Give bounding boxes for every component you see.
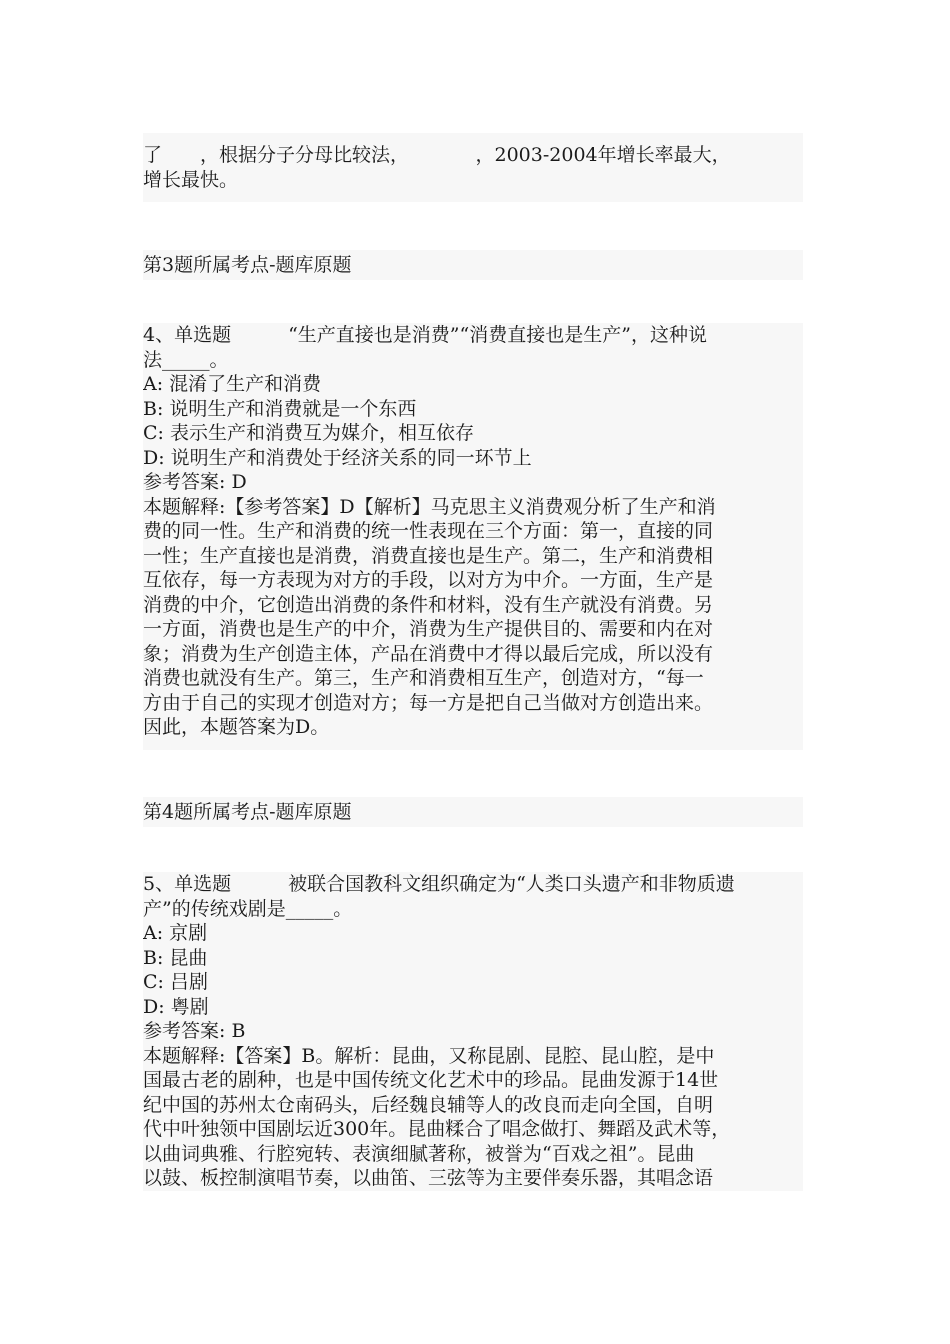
explanation-line: 互依存，每一方表现为对方的手段，以对方为中介。一方面，生产是 — [143, 569, 714, 591]
q3-point-block — [143, 250, 803, 280]
question-5-block — [143, 872, 803, 1191]
solution-line: 增长最快。 — [143, 168, 239, 191]
explanation-line: 消费也就没有生产。第三，生产和消费相互生产，创造对方，“每一 — [143, 667, 704, 689]
question-stem: 产”的传统戏剧是_____。 — [143, 897, 353, 920]
option-d: D: 粤剧 — [143, 995, 209, 1018]
question-point-label: 第3题所属考点-题库原题 — [143, 254, 352, 276]
question-stem: 4、单选题 “生产直接也是消费”“消费直接也是生产”，这种说 — [143, 324, 707, 346]
explanation-line: 消费的中介，它创造出消费的条件和材料，没有生产就没有消费。另 — [143, 593, 714, 616]
option-c: C: 表示生产和消费互为媒介，相互依存 — [143, 422, 474, 444]
question-stem: 5、单选题 被联合国教科文组织确定为“人类口头遗产和非物质遗 — [143, 873, 735, 895]
reference-answer: 参考答案: D — [143, 471, 247, 493]
option-b: B: 说明生产和消费就是一个东西 — [143, 397, 417, 420]
explanation-line: 本题解释:【答案】B。解析：昆曲，又称昆剧、昆腔、昆山腔，是中 — [143, 1044, 715, 1067]
solution-line: 了 ，根据分子分母比较法， ，2003-2004年增长率最大， — [143, 144, 731, 166]
reference-answer: 参考答案: B — [143, 1020, 246, 1042]
q4-point-block — [143, 797, 803, 827]
option-d: D: 说明生产和消费处于经济关系的同一环节上 — [143, 446, 532, 469]
explanation-line: 因此，本题答案为D。 — [143, 716, 330, 738]
option-c: C: 吕剧 — [143, 971, 208, 993]
explanation-line: 纪中国的苏州太仓南码头，后经魏良辅等人的改良而走向全国，自明 — [143, 1093, 714, 1116]
question-4-block — [143, 323, 803, 750]
question-stem: 法_____。 — [143, 348, 229, 371]
option-b: B: 昆曲 — [143, 946, 208, 969]
explanation-line: 象；消费为生产创造主体，产品在消费中才得以最后完成，所以没有 — [143, 642, 714, 665]
explanation-line: 费的同一性。生产和消费的统一性表现在三个方面：第一，直接的同 — [143, 520, 714, 542]
explanation-line: 以鼓、板控制演唱节奏，以曲笛、三弦等为主要伴奏乐器，其唱念语 — [143, 1167, 714, 1189]
previous-solution-block — [143, 133, 803, 202]
option-a: A: 京剧 — [143, 922, 208, 944]
explanation-line: 以曲词典雅、行腔宛转、表演细腻著称，被誉为“百戏之祖”。昆曲 — [143, 1142, 695, 1165]
explanation-line: 一方面，消费也是生产的中介，消费为生产提供目的、需要和内在对 — [143, 618, 714, 640]
question-point-label: 第4题所属考点-题库原题 — [143, 801, 352, 823]
explanation-line: 国最古老的剧种，也是中国传统文化艺术中的珍品。昆曲发源于14世 — [143, 1069, 719, 1091]
explanation-line: 代中叶独领中国剧坛近300年。昆曲糅合了唱念做打、舞蹈及武术等， — [143, 1118, 731, 1140]
explanation-line: 方由于自己的实现才创造对方；每一方是把自己当做对方创造出来。 — [143, 691, 714, 714]
explanation-line: 一性；生产直接也是消费，消费直接也是生产。第二，生产和消费相 — [143, 544, 714, 567]
explanation-line: 本题解释:【参考答案】D【解析】马克思主义消费观分析了生产和消 — [143, 495, 716, 518]
option-a: A: 混淆了生产和消费 — [143, 373, 322, 395]
